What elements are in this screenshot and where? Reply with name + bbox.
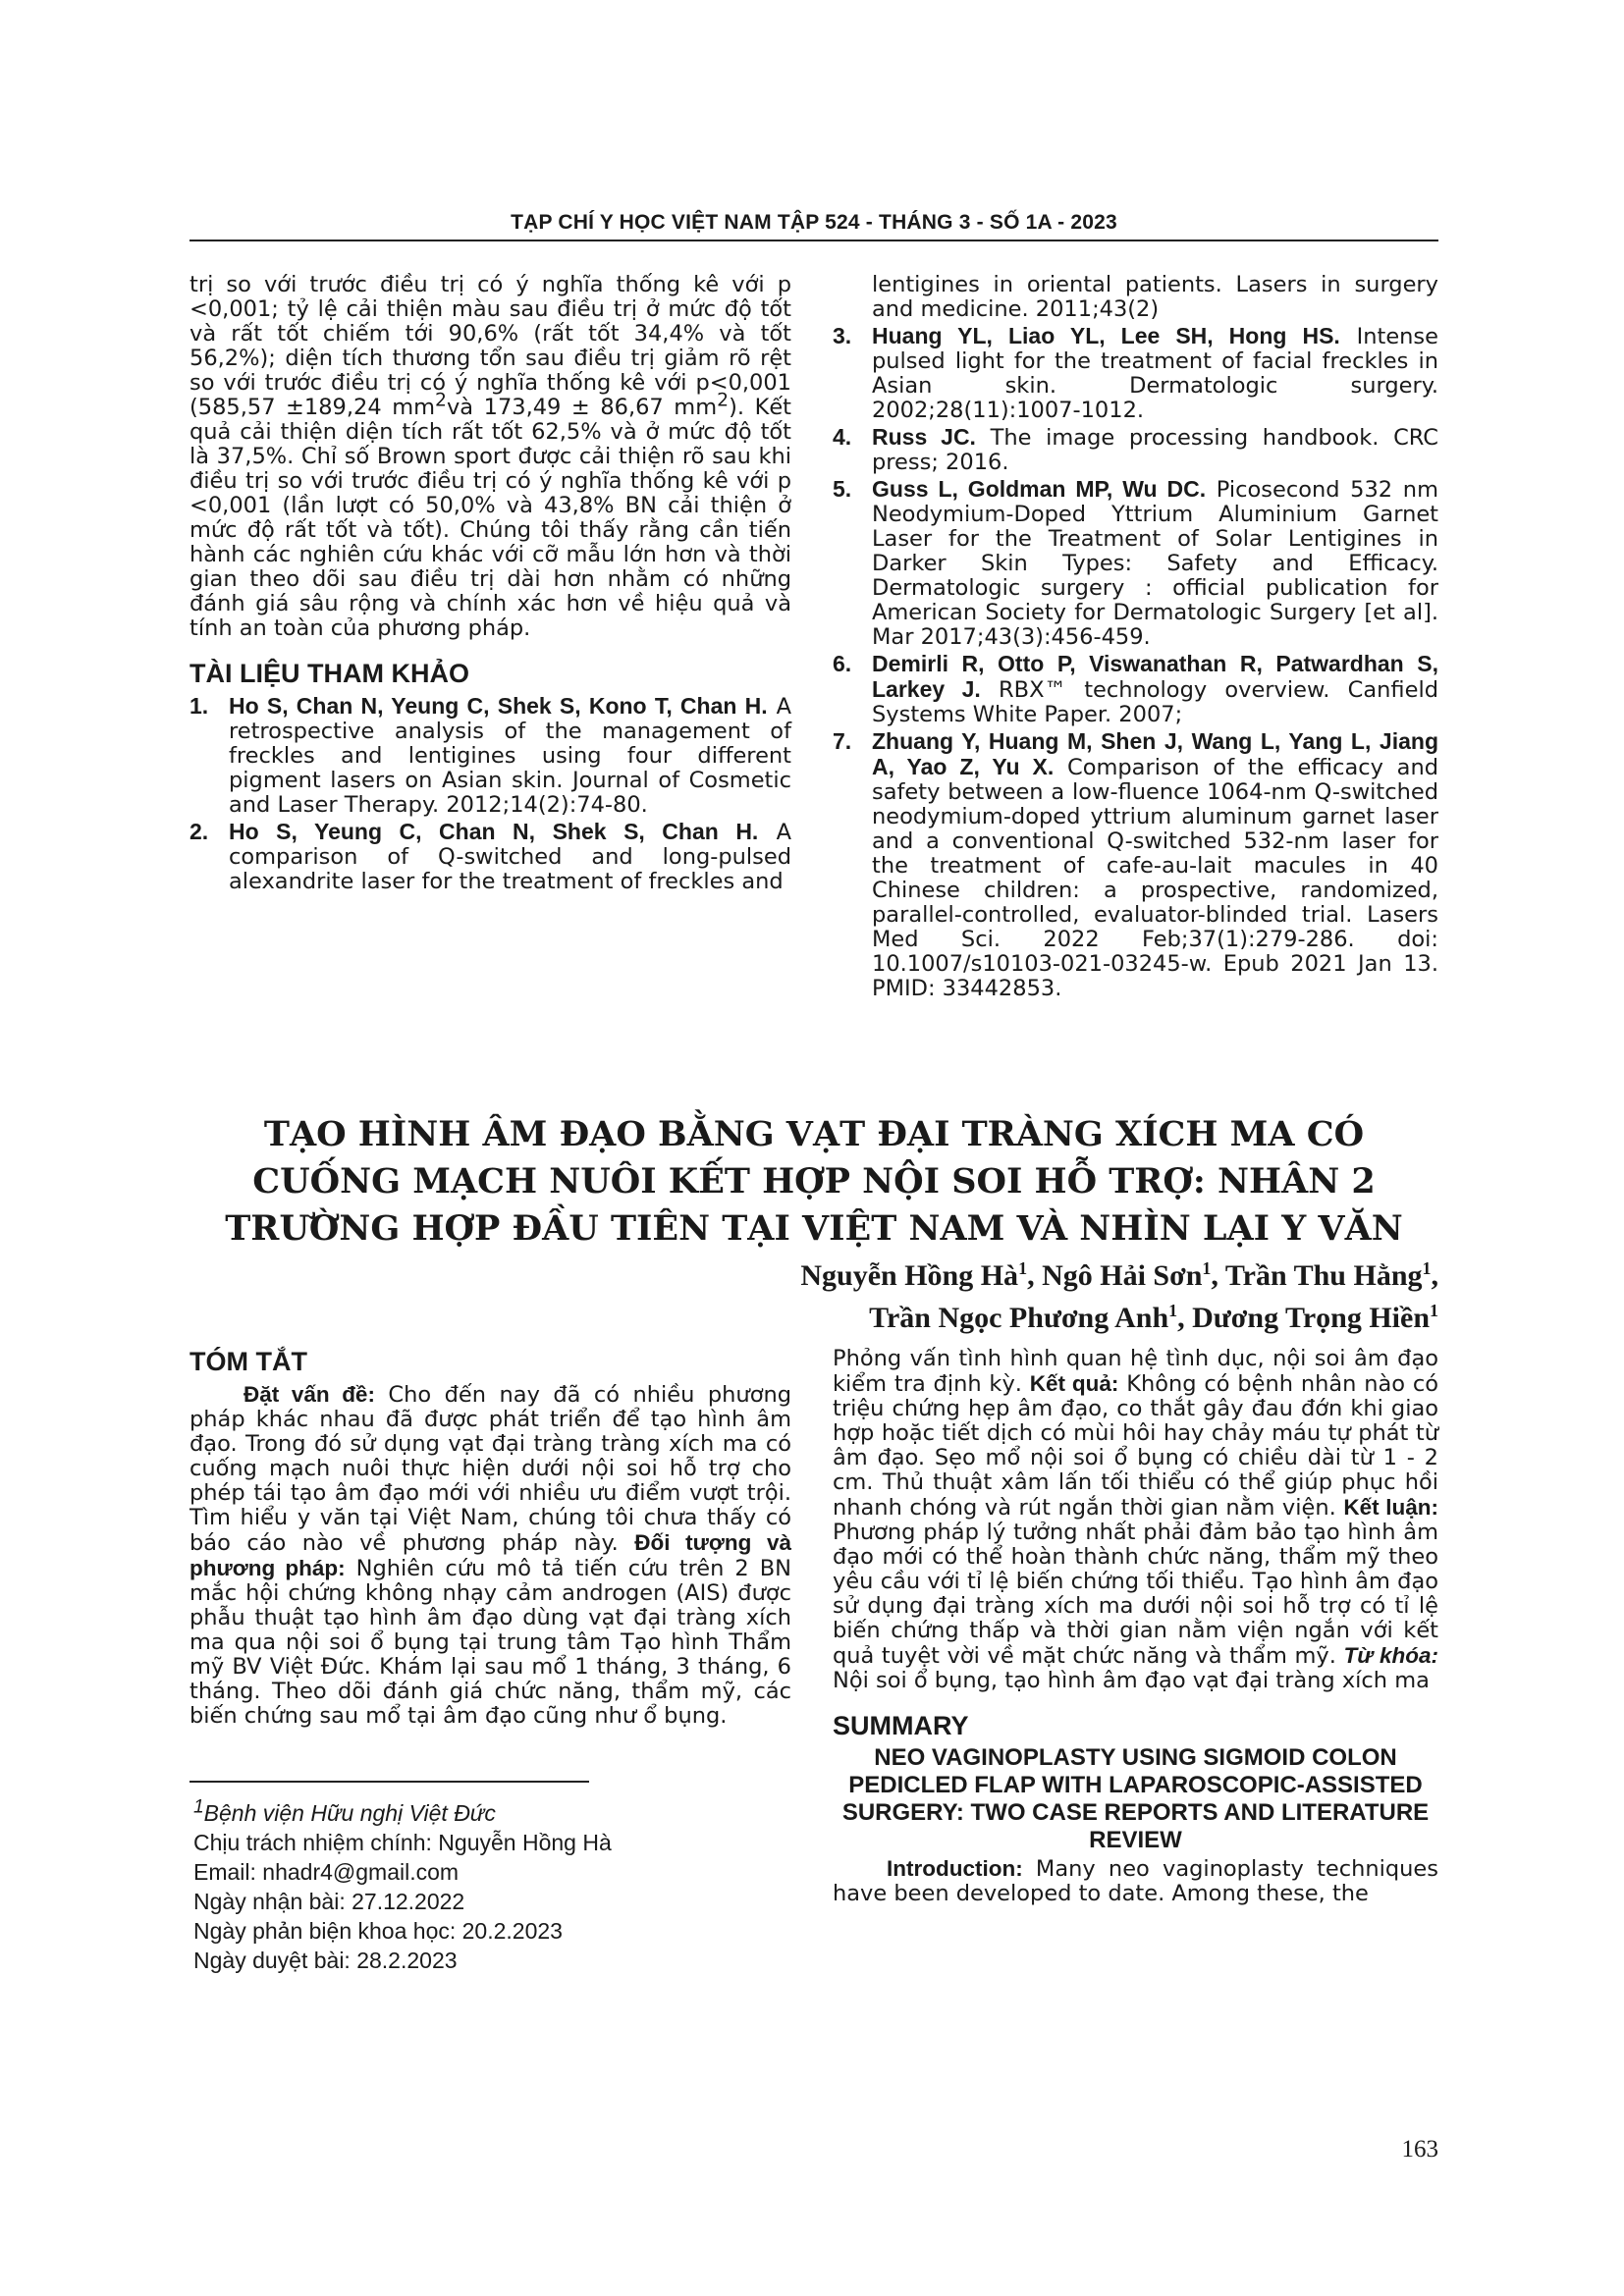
references-heading: TÀI LIỆU THAM KHẢO xyxy=(189,659,469,688)
reference-item: 2. Ho S, Yeung C, Chan N, Shek S, Chan H. A comparison of Q-switched and long-pulsed alexandrite laser for the treatment of freckles and xyxy=(189,819,791,894)
footnote-rule xyxy=(189,1781,589,1783)
page-number: 163 xyxy=(1401,2136,1438,2163)
top-right-column xyxy=(833,273,1438,1003)
abstract-left-column xyxy=(189,1347,791,1729)
reference-item: 1. Ho S, Chan N, Yeung C, Shek S, Kono T, Chan H. A retrospective analysis of the management of freckles and lentigines using four different pigment lasers on Asian skin. Journal of Cosmetic and Laser Therapy. 2012;14(2):74-80. xyxy=(189,693,791,818)
corresponding-author: Chịu trách nhiệm chính: Nguyễn Hồng Hà xyxy=(193,1830,612,1855)
reference-continuation: lentigines in oriental patients. Lasers in surgery and medicine. 2011;43(2) xyxy=(872,272,1438,322)
title-line: TẠO HÌNH ÂM ĐẠO BẰNG VẠT ĐẠI TRÀNG XÍCH MA CÓ xyxy=(263,1114,1365,1154)
conclusion-paragraph: trị so với trước điều trị có ý nghĩa thống kê với p <0,001; tỷ lệ cải thiện màu sau điều trị ở mức độ tốt và rất tốt chiếm tới 90,6% (rất tốt 34,4% và tốt 56,2%); diện tích thương tổn sau điều trị giảm rõ rệt so với trước điều trị có ý nghĩa thống kê với p<0,001 (585,57 ±189,24 $mm^2và$ 173,49 ± 86,67 $mm^2$). Kết quả cải thiện diện tích rất tốt 62,5% và ở mức độ tốt là 37,5%. Chỉ số Brown sport được cải thiện rõ sau khi điều trị so với trước điều trị có ý nghĩa thống kê với p <0,001 (lần lượt có 50,0% và 43,8% BN cải thiện ở mức độ rất tốt và tốt). Chúng tôi thấy rằng cần tiến hành các nghiên cứu khác với cỡ mẫu lớn hơn và thời gian theo dõi sau điều trị dài hơn nhằm có những đánh giá sâu rộng và chính xác hơn về hiệu quả và tính an toàn của phương pháp. xyxy=(189,272,791,641)
abstract-right-column xyxy=(833,1347,1438,1906)
top-left-column xyxy=(189,273,791,896)
accepted-date: Ngày duyệt bài: 28.2.2023 xyxy=(193,1948,458,1973)
footnote xyxy=(193,1798,783,1975)
reference-item: 5. Guss L, Goldman MP, Wu DC. Picosecond 532 nm Neodymium-Doped Yttrium Aluminium Garnet Laser for the Treatment of Solar Lentigines in Darker Skin Types: Safety and Efficacy. Dermatologic surgery : official publication for American Society for Dermatologic Surgery [et al]. Mar 2017;43(3):456-459. xyxy=(833,476,1438,650)
email: Email: nhadr4@gmail.com xyxy=(193,1859,460,1885)
header-rule xyxy=(189,240,1438,241)
affiliation: $^1$Bệnh viện Hữu nghị Việt Đức xyxy=(193,1796,496,1826)
author-list: Nguyễn Hồng $Hà^1$, Ngô Hải Sơn$^1$, Trần Thu Hằng$^1$, Trần Ngọc Phương Anh$^1$, Dương Trọng Hiền$^1$ xyxy=(800,1258,1438,1334)
abstract-heading: TÓM TẮT xyxy=(189,1347,307,1376)
reference-item: 7. Zhuang Y, Huang M, Shen J, Wang L, Yang L, Jiang A, Yao Z, Yu X. Comparison of the efficacy and safety between a low-fluence 1064-nm Q-switched neodymium-doped yttrium aluminum garnet laser and a conventional Q-switched 532-nm laser for the treatment of cafe-au-lait macules in 40 Chinese children: a prospective, randomized, parallel-controlled, evaluator-blinded trial. Lasers Med Sci. 2022 Feb;37(1):279-286. doi: 10.1007/s10103-021-03245-w. Epub 2021 Jan 13. PMID: 33442853. xyxy=(833,728,1438,1001)
journal-header: TẠP CHÍ Y HỌC VIỆT NAM TẬP 524 - THÁNG 3 - SỐ 1A - 2023 xyxy=(511,211,1117,234)
title-line: TRƯỜNG HỢP ĐẦU TIÊN TẠI VIỆT NAM VÀ NHÌN LẠI Y VĂN xyxy=(225,1208,1403,1249)
summary-paragraph: Introduction: Many neo vaginoplasty techniques have been developed to date. Among these, the xyxy=(833,1856,1438,1906)
summary-heading: SUMMARY xyxy=(833,1711,969,1740)
reference-item: 6. Demirli R, Otto P, Viswanathan R, Patwardhan S, Larkey J. RBX™ technology overview. Canfield Systems White Paper. 2007; xyxy=(833,651,1438,727)
review-date: Ngày phản biện khoa học: 20.2.2023 xyxy=(193,1918,563,1944)
title-line: CUỐNG MẠCH NUÔI KẾT HỢP NỘI SOI HỖ TRỢ: NHÂN 2 xyxy=(252,1161,1376,1201)
article-title xyxy=(189,1111,1438,1253)
english-title: NEO VAGINOPLASTY USING SIGMOID COLON PEDICLED FLAP WITH LAPAROSCOPIC-ASSISTED SURGERY: TWO CASE REPORTS AND LITERATURE REVIEW xyxy=(841,1744,1430,1853)
reference-item: 3. Huang YL, Liao YL, Lee SH, Hong HS. Intense pulsed light for the treatment of facial freckles in Asian skin. Dermatologic surgery. 2002;28(11):1007-1012. xyxy=(833,323,1438,423)
abstract-paragraph-cont: Phỏng vấn tình hình quan hệ tình dục, nội soi âm đạo kiểm tra định kỳ. Kết quả: Không có bệnh nhân nào có triệu chứng hẹp âm đạo, co thắt gây đau đớn khi giao hợp hoặc tiết dịch có mùi hôi hay chảy máu tự phát từ âm đạo. Sẹo mổ nội soi ổ bụng có chiều dài từ 1 - 2 cm. Thủ thuật xâm lấn tối thiểu có thể giúp phục hồi nhanh chóng và rút ngắn thời gian nằm viện. Kết luận: Phương pháp lý tưởng nhất phải đảm bảo tạo hình âm đạo mới có thể hoàn thành chức năng, thẩm mỹ theo yêu cầu với tỉ lệ biến chứng tối thiểu. Tạo hình âm đạo sử dụng đại tràng xích ma dưới nội soi hỗ trợ có tỉ lệ biến chứng thấp và thời gian nằm viện ngắn với kết quả tuyệt vời về mặt chức năng và thẩm mỹ. Từ khóa: Nội soi ổ bụng, tạo hình âm đạo vạt đại tràng xích ma xyxy=(833,1346,1438,1693)
abstract-paragraph: Đặt vấn đề: Cho đến nay đã có nhiều phương pháp khác nhau đã được phát triển để tạo hình âm đạo. Trong đó sử dụng vạt đại tràng tràng xích ma có cuống mạch nuôi thực hiện dưới nội soi hỗ trợ cho phép tái tạo âm đạo mới với nhiều ưu điểm vượt trội. Tìm hiểu y văn tại Việt Nam, chúng tôi chưa thấy có báo cáo nào về phương pháp này. Đối tượng và phương pháp: Nghiên cứu mô tả tiến cứu trên 2 BN mắc hội chứng không nhạy cảm androgen (AIS) được phẫu thuật tạo hình âm đạo dùng vạt đại tràng xích ma qua nội soi ổ bụng tại trung tâm Tạo hình Thẩm mỹ BV Việt Đức. Khám lại sau mổ 1 tháng, 3 tháng, 6 tháng. Theo dõi đánh giá chức năng, thẩm mỹ, các biến chứng sau mổ tại âm đạo cũng như ổ bụng. xyxy=(189,1382,792,1729)
received-date: Ngày nhận bài: 27.12.2022 xyxy=(193,1889,465,1914)
reference-item: 4. Russ JC. The image processing handbook. CRC press; 2016. xyxy=(833,424,1438,475)
